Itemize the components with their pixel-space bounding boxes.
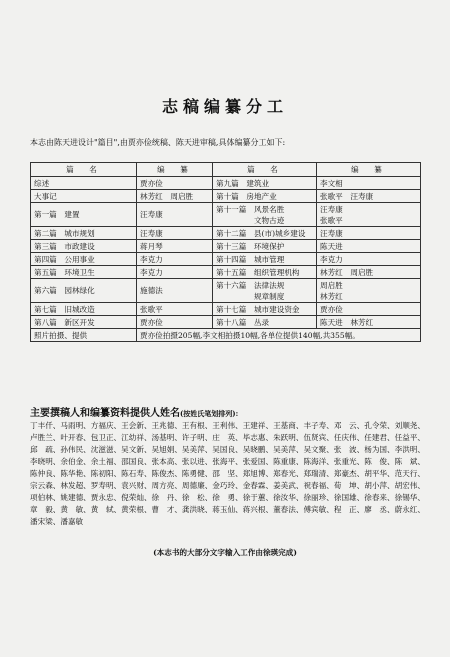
l-name-cell: 综述 [31,177,137,190]
assignment-table [30,162,421,342]
r-ed-cell: 周启胜 林芳红 [317,279,421,303]
intro-text: 本志由陈天进设计"篇目",由贾亦俭统稿、陈天进审稿,具体编纂分工如下: [30,138,286,147]
r-name-cell: 第十七篇 城市建设资金 [213,303,317,316]
table-row [31,279,421,303]
l-name-cell: 第四篇 公用事业 [31,253,137,266]
contributors-heading-text: 主要撰稿人和编纂资料提供人姓名 [30,408,180,419]
r-name-cell: 第十二篇 县(市)城乡建设 [213,227,317,240]
r-name-cell: 第十六篇 法律法规 规章制度 [213,279,317,303]
photo-value: 贾亦俭拍摄205幅,李文相拍摄10幅,各单位提供140幅,共355幅。 [137,329,421,342]
table-row [31,253,421,266]
l-ed-cell: 汪寿康 [137,227,213,240]
r-name-cell: 第十八篇 丛录 [213,316,317,329]
l-ed-cell: 李克力 [137,253,213,266]
footnote: (本志书的大部分文字输入工作由徐瑛完成) [153,548,297,557]
r-ed-cell: 陈天进 林芳红 [317,316,421,329]
table-header-row [31,163,421,177]
contributors-heading-note: (按姓氏笔划排列): [180,409,239,418]
l-name-cell: 第八篇 新区开发 [31,316,137,329]
r-name-cell: 第九篇 建筑业 [213,177,317,190]
table-row [31,266,421,279]
l-ed-cell: 张歌平 [137,303,213,316]
r-name-cell: 第十五篇 组织管理机构 [213,266,317,279]
l-name-cell: 第五篇 环境卫生 [31,266,137,279]
l-name-cell: 第一篇 建置 [31,203,137,227]
l-ed-cell: 蒋月琴 [137,240,213,253]
r-ed-cell: 张歌平 汪寿康 [317,190,421,203]
photo-row [31,329,421,342]
r-ed-cell: 汪寿康 [317,227,421,240]
l-ed-cell: 贾亦俭 [137,316,213,329]
r-ed-cell: 贾亦俭 [317,303,421,316]
header-cell: 编 纂 [137,163,213,177]
page-title: 志稿编纂分工 [161,97,288,116]
r-ed-cell: 李文相 [317,177,421,190]
table-row [31,240,421,253]
table-row [31,227,421,240]
contributors-names: 丁丰仟、马雨明、方福庆、王会新、王兆德、王有根、王利伟、王建祥、王基商、丰子寿、邓 云、孔令荣、刘顺尧、卢胜兰、叶开春、包卫正、江幼祥、汤基明、许子明、庄 英、毕志惠、朱跃明、伍贤宾、任庆伟、任建君、任益平、邱 疏、孙伟民、沈滋滋、吴文新、吴旭娟、吴美萍、吴国良、吴晓鹏、吴美萍、吴文聚、张 波、杨为国、李洪明、李晓明、余伯金、余土福、邵国良、张本高、张以进、张海平、张爱国、陈重康、陈海洋、张重光、陈 俊、陈 斌、陈仲良、陈华艳、陈初阳、陈石寿、陈俊杰、陈勇健、邵 坚、郑旭博、郑春光、郑瑞清、郑豪杰、胡平华、范天行、宗云森、林发超、罗寿明、袁兴财、周方亮、周德廉、金巧玲、金春霖、姜美武、祝春福、荀 坤、胡小萍、胡宏伟、项伯林、姚建德、贾永忠、倪荣灿、徐 丹、徐 松、徐 勇、徐于蕙、徐汝华、徐丽珍、徐国雄、徐春来、徐锡华、章 毅、黄 敏、黄 轼、黄荣根、曹 才、龚洪晓、蒋玉仙、蒋兴根、董春法、傅宾敏、程 正、廖 丞、蔚永红、潘宋梁、潘嘉敏 [30,421,425,526]
l-name-cell: 第三篇 市政建设 [31,240,137,253]
header-cell: 篇 名 [213,163,317,177]
l-name-cell: 第六篇 园林绿化 [31,279,137,303]
contributors-heading [30,404,238,419]
l-name-cell: 大事记 [31,190,137,203]
header-cell: 篇 名 [31,163,137,177]
l-name-cell: 第二篇 城市规划 [31,227,137,240]
r-ed-cell: 林芳红 周启胜 [317,266,421,279]
r-name-cell: 第十篇 房地产业 [213,190,317,203]
table-row [31,303,421,316]
table-row [31,316,421,329]
l-ed-cell: 林芳红 周启胜 [137,190,213,203]
l-ed-cell: 施德法 [137,279,213,303]
r-name-cell: 第十三篇 环境保护 [213,240,317,253]
l-name-cell: 第七篇 旧城改造 [31,303,137,316]
r-ed-cell: 汪寿康 张歌平 [317,203,421,227]
r-ed-cell: 李克力 [317,253,421,266]
table-row [31,190,421,203]
header-cell: 编 纂 [317,163,421,177]
table-row [31,203,421,227]
r-name-cell: 第十四篇 城市管理 [213,253,317,266]
l-ed-cell: 李克力 [137,266,213,279]
table-row [31,177,421,190]
photo-label: 照片拍摄、提供 [31,329,137,342]
r-ed-cell: 陈天进 [317,240,421,253]
l-ed-cell: 贾亦俭 [137,177,213,190]
r-name-cell: 第十一篇 风景名胜 文物古迹 [213,203,317,227]
l-ed-cell: 汪寿康 [137,203,213,227]
